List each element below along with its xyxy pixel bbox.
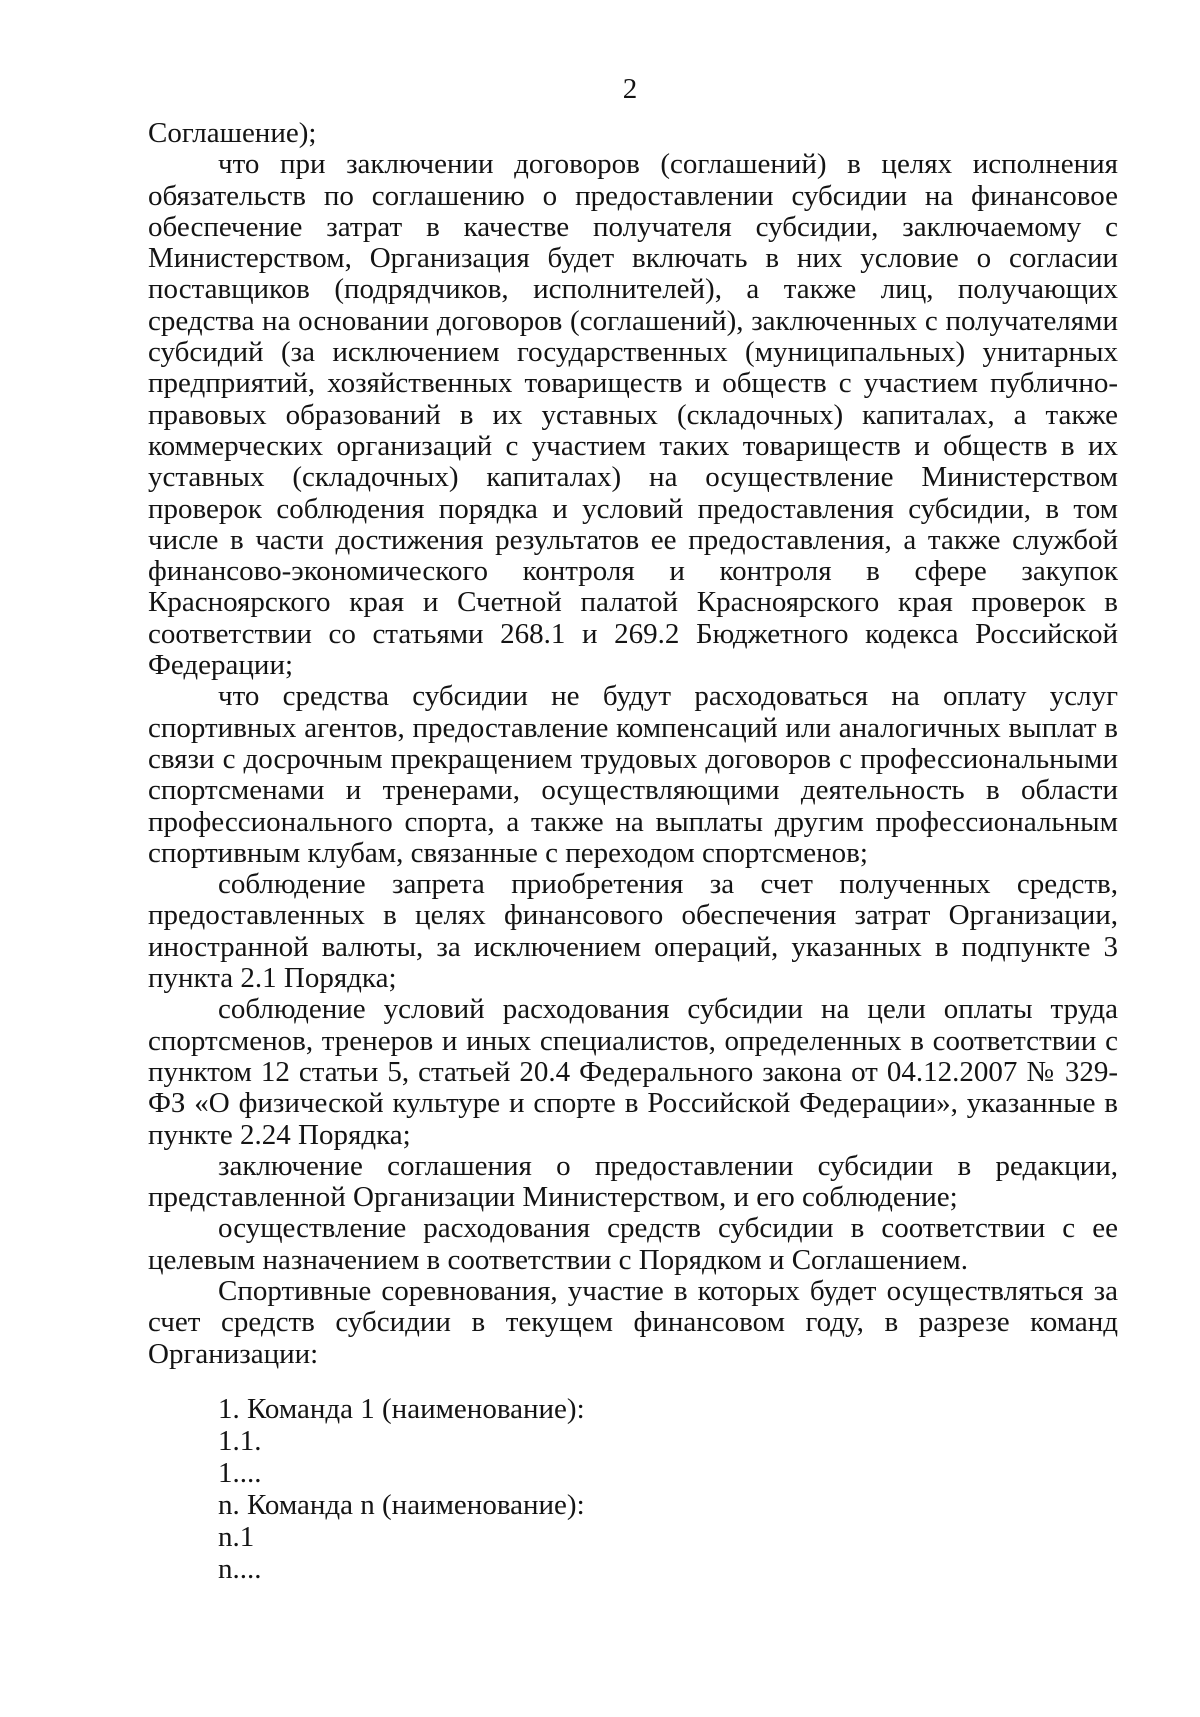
paragraph: осуществление расходования средств субсидии в соответствии с ее целевым назначением в соответствии с Порядком и Соглашением. (148, 1212, 1118, 1276)
list-item: n.1 (218, 1521, 255, 1553)
list-item: n.... (218, 1553, 262, 1585)
teams-list (148, 1393, 1118, 1585)
list-item: 1. Команда 1 (наименование): (218, 1393, 585, 1425)
list-item: n. Команда n (наименование): (218, 1489, 585, 1521)
paragraph: Спортивные соревнования, участие в которых будет осуществляться за счет средств субсидии в текущем финансовом году, в разрезе команд Организации: (148, 1274, 1118, 1370)
paragraph: что при заключении договоров (соглашений) в целях исполнения обязательств по соглашению о предоставлении субсидии на финансовое обеспечение затрат в качестве получателя субсидии, заключаемому с Министерством, Организация будет включать в них условие о согласии поставщиков (подрядчиков, исполнителей), а также лиц, получающих средства на основании договоров (соглашений), заключенных с получателями субсидий (за исключением государственных (муниципальных) унитарных предприятий, хозяйственных товариществ и обществ с участием публично-правовых образований в их уставных (складочных) капиталах, а также коммерческих организаций с участием таких товариществ и обществ в их уставных (складочных) капиталах) на осуществление Министерством проверок соблюдения порядка и условий предоставления субсидии, в том числе в части достижения результатов ее предоставления, а также службой финансово-экономического контроля и контроля в сфере закупок Красноярского края и Счетной палатой Красноярского края проверок в соответствии со статьями 268.1 и 269.2 Бюджетного кодекса Российской Федерации; (148, 148, 1118, 682)
page-number: 2 (622, 73, 638, 105)
document-body (148, 118, 1118, 1370)
paragraph: соблюдение условий расходования субсидии на цели оплаты труда спортсменов, тренеров и иных специалистов, определенных в соответствии с пунктом 12 статьи 5, статьей 20.4 Федерального закона от 04.12.2007 № 329-ФЗ «О физической культуре и спорте в Российской Федерации», указанные в пункте 2.24 Порядка; (148, 993, 1118, 1151)
list-item: 1.1. (218, 1425, 262, 1457)
paragraph: Соглашение); (148, 117, 317, 149)
list-item: 1.... (218, 1457, 262, 1489)
paragraph: заключение соглашения о предоставлении субсидии в редакции, представленной Организации Министерством, и его соблюдение; (148, 1149, 1118, 1214)
paragraph: соблюдение запрета приобретения за счет полученных средств, предоставленных в целях финансового обеспечения затрат Организации, иностранной валюты, за исключением операций, указанных в подпункте 3 пункта 2.1 Порядка; (148, 868, 1118, 995)
paragraph: что средства субсидии не будут расходоваться на оплату услуг спортивных агентов, предоставление компенсаций или аналогичных выплат в связи с досрочным прекращением трудовых договоров с профессиональными спортсменами и тренерами, осуществляющими деятельность в области профессионального спорта, а также на выплаты другим профессиональным спортивным клубам, связанные с переходом спортсменов; (148, 680, 1118, 869)
